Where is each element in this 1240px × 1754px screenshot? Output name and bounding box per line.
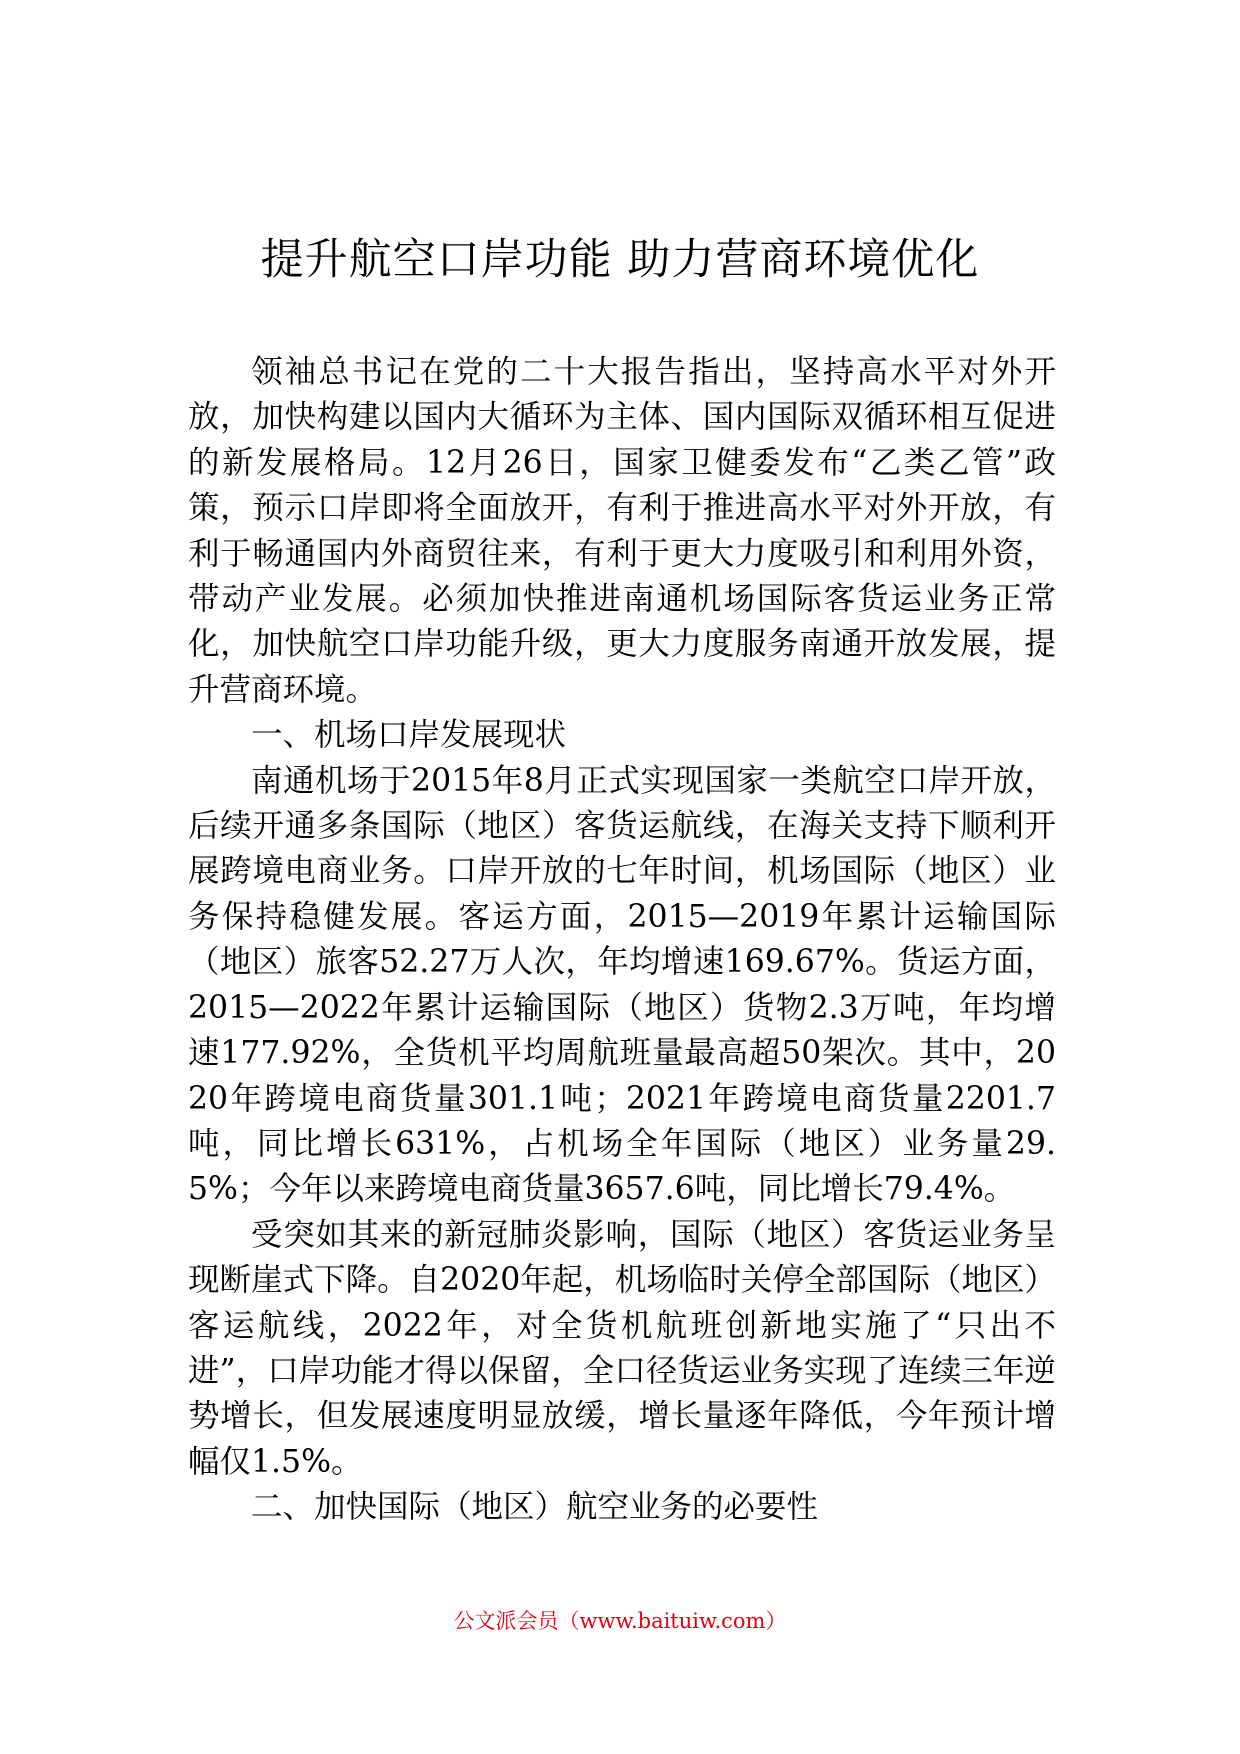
paragraph-intro: 领袖总书记在党的二十大报告指出，坚持高水平对外开放，加快构建以国内大循环为主体、国内国际双循环相互促进的新发展格局。12月26日，国家卫健委发布“乙类乙管”政策，预示口岸即将全面放开，有利于推进高水平对外开放，有利于畅通国内外商贸往来，有利于更大力度吸引和利用外资，带动产业发展。必须加快推进南通机场国际客货运业务正常化，加快航空口岸功能升级，更大力度服务南通开放发展，提升营商环境。: [188, 354, 1056, 708]
section-heading-2: 二、加快国际（地区）航空业务的必要性: [251, 1489, 819, 1526]
paragraph-status: 南通机场于2015年8月正式实现国家一类航空口岸开放，后续开通多条国际（地区）客货运航线，在海关支持下顺利开展跨境电商业务。口岸开放的七年时间，机场国际（地区）业务保持稳健发展。客运方面，2015—2019年累计运输国际（地区）旅客52.27万人次，年均增速169.67%。货运方面，2015—2022年累计运输国际（地区）货物2.3万吨，年均增速177.92%，全货机平均周航班量最高超50架次。其中，2020年跨境电商货量301.1吨；2021年跨境电商货量2201.7吨，同比增长631%，占机场全年国际（地区）业务量29.5%；今年以来跨境电商货量3657.6吨，同比增长79.4%。: [188, 762, 1056, 1208]
document-title: 提升航空口岸功能 助力营商环境优化: [260, 235, 980, 285]
document-body: [188, 350, 1056, 1531]
footer-watermark: 公文派会员（www.baituiw.com）: [453, 1609, 787, 1633]
paragraph-impact: 受突如其来的新冠肺炎影响，国际（地区）客货运业务呈现断崖式下降。自2020年起，机场临时关停全部国际（地区）客运航线，2022年，对全货机航班创新地实施了“只出不进”，口岸功能才得以保留，全口径货运业务实现了连续三年逆势增长，但发展速度明显放缓，增长量逐年降低，今年预计增幅仅1.5%。: [188, 1216, 1056, 1480]
section-heading-1: 一、机场口岸发展现状: [251, 717, 567, 754]
